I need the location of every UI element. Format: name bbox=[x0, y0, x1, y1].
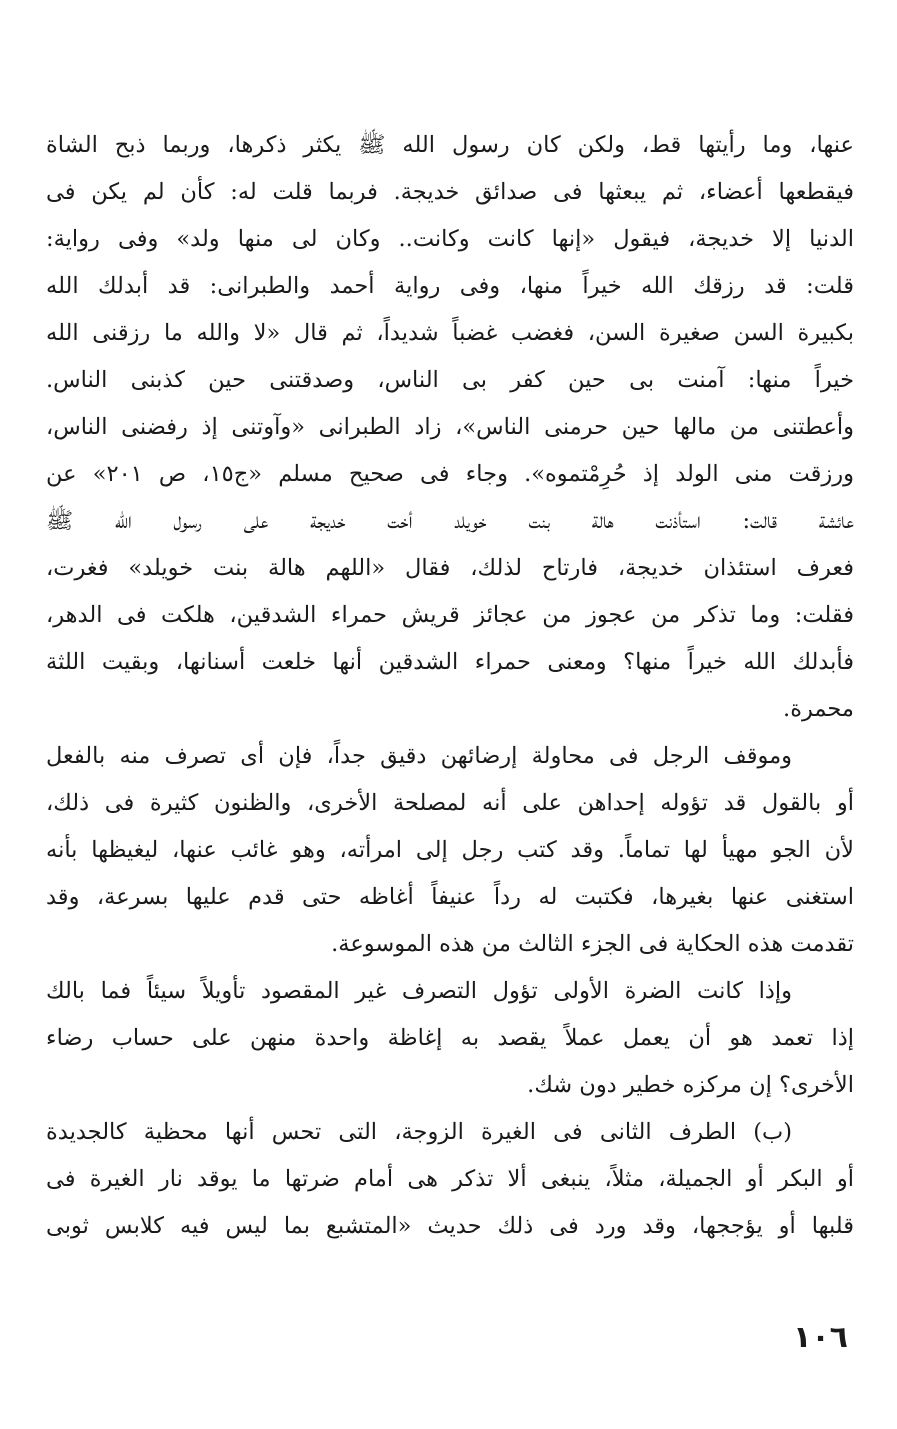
text-line: لأن الجو مهيأ لها تماماً. وقد كتب رجل إلى امرأته، وهو غائب عنها، ليغيظها بأنه bbox=[46, 837, 854, 863]
text-line: عنها، وما رأيتها قط، ولكن كان رسول الله ﷺ يكثر ذكرها، وربما ذبح الشاة bbox=[46, 132, 854, 158]
text-line: خيراً منها: آمنت بى حين كفر بى الناس، وصدقتنى حين كذبنى الناس. bbox=[46, 367, 854, 393]
text-line: أو بالقول قد تؤوله إحداهن على أنه لمصلحة الأخرى، والظنون كثيرة فى ذلك، bbox=[46, 790, 854, 816]
text-line: استغنى عنها بغيرها، فكتبت له رداً عنيفاً أغاظه حتى قدم عليها بسرعة، وقد bbox=[46, 884, 854, 910]
text-line: قلبها أو يؤججها، وقد ورد فى ذلك حديث «المتشبع بما ليس فيه كلابس ثوبى bbox=[46, 1213, 854, 1239]
text-line: محمرة. bbox=[783, 696, 854, 722]
paragraph-first-line: (ب) الطرف الثانى فى الغيرة الزوجة، التى تحس أنها محظية كالجديدة bbox=[46, 1119, 792, 1145]
text-line: ورزقت منى الولد إذ حُرِمْتموه». وجاء فى صحيح مسلم «ج١٥، ص ٢٠١» عن bbox=[46, 461, 854, 487]
page-number: ١٠٦ bbox=[793, 1320, 848, 1355]
text-line: قلت: قد رزقك الله خيراً منها، وفى رواية أحمد والطبرانى: قد أبدلك الله bbox=[46, 273, 854, 299]
text-line: فقلت: وما تذكر من عجوز من عجائز قريش حمراء الشدقين، هلكت فى الدهر، bbox=[46, 602, 854, 628]
text-line: عائشة قالت: استأذنت هالة بنت خويلد أخت خديجة على رسول الله ﷺ bbox=[46, 508, 854, 534]
text-line: فأبدلك الله خيراً منها؟ ومعنى حمراء الشدقين أنها خلعت أسنانها، وبقيت اللثة bbox=[46, 649, 854, 675]
text-line: الدنيا إلا خديجة، فيقول «إنها كانت وكانت.. وكان لى منها ولد» وفى رواية: bbox=[46, 226, 854, 252]
text-line: وأعطتنى من مالها حين حرمنى الناس»، زاد الطبرانى «وآوتنى إذ رفضنى الناس، bbox=[46, 414, 854, 440]
text-line: فعرف استئذان خديجة، فارتاح لذلك، فقال «اللهم هالة بنت خويلد» فغرت، bbox=[46, 555, 854, 581]
text-line: فيقطعها أعضاء، ثم يبعثها فى صدائق خديجة. فربما قلت له: كأن لم يكن فى bbox=[46, 179, 854, 205]
text-line: أو البكر أو الجميلة، مثلاً، ينبغى ألا تذكر هى أمام ضرتها ما يوقد نار الغيرة فى bbox=[46, 1166, 854, 1192]
text-line: الأخرى؟ إن مركزه خطير دون شك. bbox=[527, 1072, 854, 1098]
body-text bbox=[46, 122, 854, 1250]
paragraph-first-line: وموقف الرجل فى محاولة إرضائهن دقيق جداً، فإن أى تصرف منه بالفعل bbox=[46, 743, 792, 769]
text-line: بكبيرة السن صغيرة السن، فغضب غضباً شديداً، ثم قال «لا والله ما رزقنى الله bbox=[46, 320, 854, 346]
text-line: تقدمت هذه الحكاية فى الجزء الثالث من هذه الموسوعة. bbox=[331, 931, 854, 957]
text-line: إذا تعمد هو أن يعمل عملاً يقصد به إغاظة واحدة منهن على حساب رضاء bbox=[46, 1025, 854, 1051]
paragraph-first-line: وإذا كانت الضرة الأولى تؤول التصرف غير المقصود تأويلاً سيئاً فما بالك bbox=[46, 978, 792, 1004]
